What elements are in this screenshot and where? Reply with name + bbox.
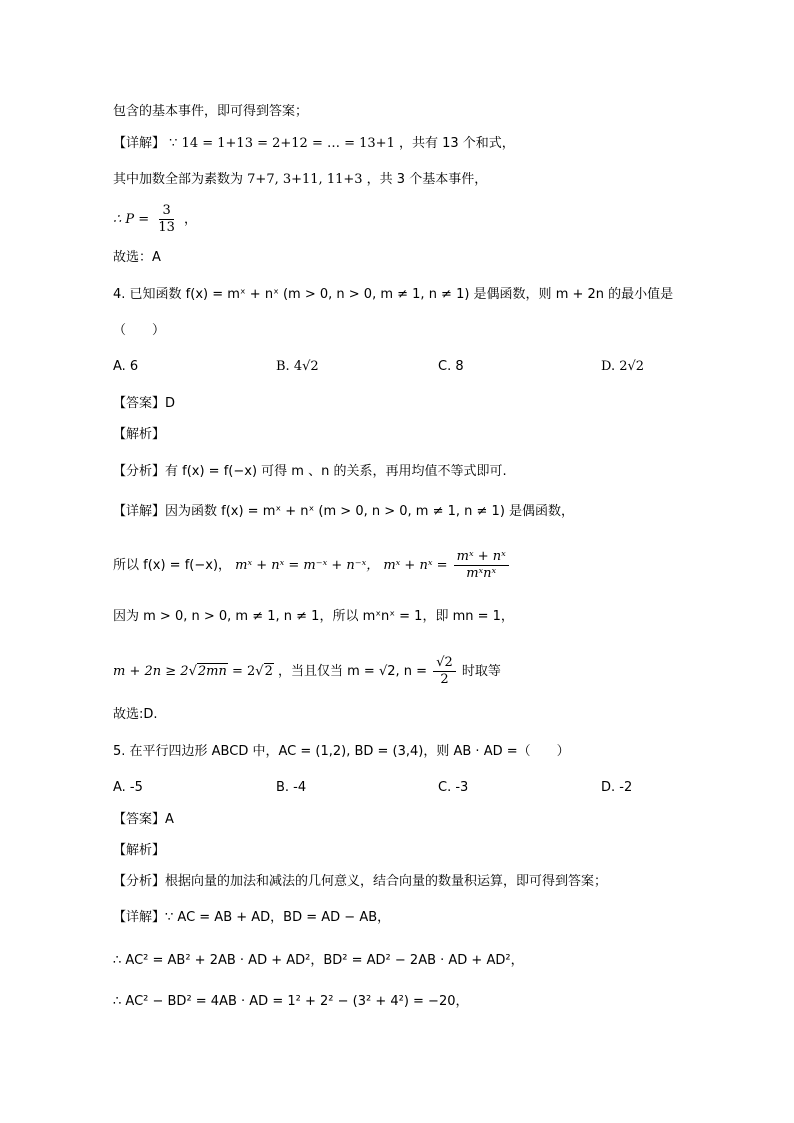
prime-label: 其中加数全部为素数为 (113, 172, 244, 187)
ineq-denominator: 2 (440, 672, 449, 687)
analysis-text-2: 【分析】根据向量的加法和减法的几何意义，结合向量的数量积运算，即可得到答案； (113, 874, 608, 889)
q5-option-a: A. -5 (113, 780, 143, 795)
prime-count: ，共 3 个基本事件， (366, 172, 488, 187)
q5-option-b: B. -4 (276, 780, 307, 795)
q4-option-c: C. 8 (438, 359, 464, 374)
choice-line-2: 故选:D. (113, 707, 158, 722)
question-4-paren: （ ） (113, 323, 166, 338)
prime-sums: 7+7, 3+11, 11+3 (247, 172, 363, 187)
ineq-numerator: √2 (433, 655, 456, 672)
square-line-1: ∴ AC² = AB² + 2AB · AD + AD²，BD² = AD² − 2AB · AD + AD²， (113, 953, 524, 968)
analysis-text-1: 【分析】有 f(x) = f(−x) 可得 m 、n 的关系，再用均值不等式即可. (113, 464, 507, 479)
so-denominator: mˣnˣ (466, 566, 497, 581)
because-line: 因为 m > 0, n > 0, m ≠ 1, n ≠ 1，所以 mˣnˣ = 1，即 mn = 1， (113, 609, 514, 624)
detail-text-1: 【详解】因为函数 f(x) = mˣ + nˣ (m > 0, n > 0, m ≠ 1, n ≠ 1) 是偶函数， (113, 504, 575, 519)
ineq-tail: 时取等 (461, 664, 501, 679)
text-line-1: 包含的基本事件，即可得到答案； (113, 104, 309, 119)
so-line (113, 549, 511, 582)
sum-expression: ∵ 14 = 1+13 = 2+12 = … = 13+1 (169, 136, 395, 151)
so-eq: mˣ + nˣ = (383, 558, 448, 573)
probability-line (113, 203, 197, 236)
question-5: 5. 在平行四边形 ABCD 中，AC = (1,2), BD = (3,4)，则 AB · AD =（ ） (113, 744, 570, 759)
detail-line-sum (113, 135, 515, 153)
probability-label: ∴ P = (113, 212, 150, 227)
q4-option-d: D. 2√2 (601, 359, 645, 374)
q5-option-d: D. -2 (601, 780, 633, 795)
so-numerator: mˣ + nˣ (454, 549, 509, 566)
sum-count-text: ，共有 13 个和式， (399, 136, 515, 151)
probability-tail: ， (184, 212, 198, 227)
q4-option-b: B. 4√2 (276, 359, 319, 374)
so-pre: 所以 f(x) = f(−x)， (113, 558, 232, 573)
analysis-heading-2: 【解析】 (113, 843, 166, 858)
analysis-heading-1: 【解析】 (113, 427, 166, 442)
q5-option-c: C. -3 (438, 780, 469, 795)
question-4: 4. 已知函数 f(x) = mˣ + nˣ (m > 0, n > 0, m ≠ 1, n ≠ 1) 是偶函数，则 m + 2n 的最小值是 (113, 287, 674, 302)
ineq-pre: m + 2n ≥ 2 (113, 664, 189, 679)
ineq-fraction (433, 655, 456, 688)
ineq-mid: = 2 (231, 664, 256, 679)
probability-fraction (155, 203, 178, 236)
so-fraction (454, 549, 509, 582)
answer-2: 【答案】A (113, 812, 174, 827)
inequality-line: m + 2n ≥ 2√2mn = 2√2 ，当且仅当 m = √2, n = $\frac{√2}{2}$ 时取等 (113, 655, 501, 687)
so-mid: mˣ + nˣ = m⁻ˣ + n⁻ˣ， (235, 558, 380, 573)
ineq-radicand: 2mn (197, 664, 227, 679)
detail-tag: 【详解】 (113, 136, 166, 151)
ineq-text: ，当且仅当 m = √2, n = (278, 664, 428, 679)
ineq-radicand-2: 2 (264, 664, 273, 679)
fraction-numerator: 3 (159, 203, 173, 220)
choice-line-1: 故选：A (113, 250, 161, 265)
q4-option-a: A. 6 (113, 359, 139, 374)
prime-line (113, 171, 487, 189)
fraction-denominator: 13 (158, 220, 175, 235)
answer-1: 【答案】D (113, 396, 176, 411)
square-line-2: ∴ AC² − BD² = 4AB · AD = 1² + 2² − (3² + 4²) = −20， (113, 994, 469, 1009)
detail-text-2: 【详解】∵ AC = AB + AD，BD = AD − AB， (113, 910, 391, 925)
